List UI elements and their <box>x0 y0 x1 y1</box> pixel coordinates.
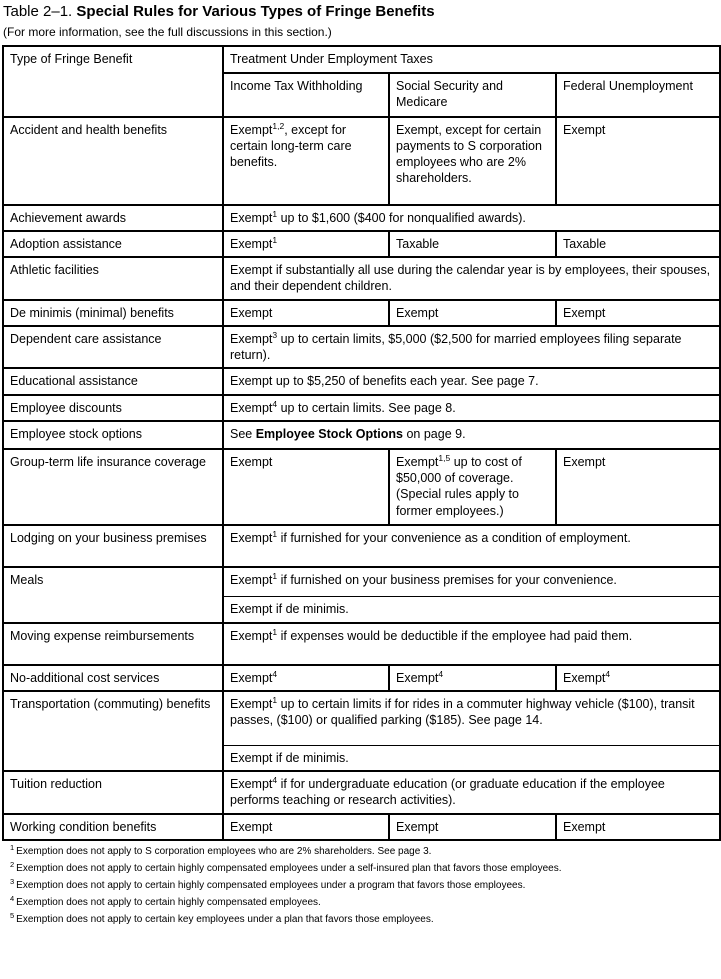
footnote-5: $^5$ Exemption does not apply to certain key employees under a plan that favors those employees. <box>10 910 434 925</box>
table-row-dependent-care-assistance <box>3 326 720 369</box>
social-security-medicare-cell: Exempt, except for certain payments to S corporation employees who are 2% shareholders. <box>389 117 556 205</box>
benefit-name-cell: Accident and health benefits <box>3 117 223 205</box>
column-header-social-security-medicare: Social Security and Medicare <box>389 73 556 117</box>
social-security-medicare-cell: Exempt$^4$ <box>389 665 556 691</box>
table-subtitle: (For more information, see the full discussions in this section.) <box>3 25 332 39</box>
treatment-span-cell: Exempt$^4$ if for undergraduate education (or graduate education if the employee performs teaching or research activities). <box>223 771 720 814</box>
federal-unemployment-cell: Exempt$^4$ <box>556 665 720 691</box>
social-security-medicare-cell: Taxable <box>389 231 556 257</box>
table-row-meals <box>3 567 720 597</box>
table-row-moving-expense-reimbursements <box>3 623 720 665</box>
benefit-name-cell: No-additional cost services <box>3 665 223 691</box>
social-security-medicare-cell: Exempt <box>389 814 556 840</box>
federal-unemployment-cell: Exempt <box>556 117 720 205</box>
treatment-span-cell: Exempt$^1$ if furnished on your business premises for your convenience. <box>223 567 720 597</box>
benefit-name-cell: Working condition benefits <box>3 814 223 840</box>
table-row-tuition-reduction <box>3 771 720 814</box>
income-tax-withholding-cell: Exempt <box>223 449 389 525</box>
benefit-name-cell: Dependent care assistance <box>3 326 223 369</box>
benefit-name-cell: Employee stock options <box>3 421 223 449</box>
header-row-treatment <box>3 46 720 72</box>
income-tax-withholding-cell: Exempt$^{1,2}$, except for certain long-term care benefits. <box>223 117 389 205</box>
treatment-span-cell: Exempt$^1$ up to $1,600 ($400 for nonqualified awards). <box>223 205 720 231</box>
column-header-federal-unemployment: Federal Unemployment <box>556 73 720 117</box>
page-title <box>2 1 719 22</box>
table-row-achievement-awards <box>3 205 720 231</box>
federal-unemployment-cell: Exempt <box>556 449 720 525</box>
benefit-name-cell: Achievement awards <box>3 205 223 231</box>
table-row-employee-discounts <box>3 395 720 421</box>
treatment-span-cell: Exempt$^1$ if expenses would be deductible if the employee had paid them. <box>223 623 720 665</box>
treatment-span-cell: Exempt$^1$ if furnished for your convenience as a condition of employment. <box>223 525 720 567</box>
benefit-name-cell: Meals <box>3 567 223 623</box>
benefit-name-cell: Athletic facilities <box>3 257 223 300</box>
benefit-name-cell: Lodging on your business premises <box>3 525 223 567</box>
income-tax-withholding-cell: Exempt$^4$ <box>223 665 389 691</box>
footnote-3: $^3$ Exemption does not apply to certain highly compensated employees under a program that favors those employees. <box>10 876 526 891</box>
treatment-span-cell: Exempt$^3$ up to certain limits, $5,000 ($2,500 for married employees filing separate return). <box>223 326 720 369</box>
benefit-name-cell: Adoption assistance <box>3 231 223 257</box>
table-row-lodging-business-premises <box>3 525 720 567</box>
federal-unemployment-cell: Exempt <box>556 300 720 326</box>
table-row-employee-stock-options <box>3 421 720 449</box>
income-tax-withholding-cell: Exempt <box>223 300 389 326</box>
treatment-span-cell: Exempt$^1$ up to certain limits if for rides in a commuter highway vehicle ($100), transit passes, ($100) or qualified parking ($185). See page 14. <box>223 691 720 745</box>
table-row-accident-health-benefits <box>3 117 720 205</box>
table-row-transportation-benefits <box>3 691 720 745</box>
federal-unemployment-cell: Taxable <box>556 231 720 257</box>
income-tax-withholding-cell: Exempt$^1$ <box>223 231 389 257</box>
benefit-name-cell: Transportation (commuting) benefits <box>3 691 223 771</box>
treatment-span-cell: Exempt if de minimis. <box>223 597 720 623</box>
treatment-span-cell: Exempt if substantially all use during the calendar year is by employees, their spouses, and their dependent children. <box>223 257 720 300</box>
federal-unemployment-cell: Exempt <box>556 814 720 840</box>
footnote-4: $^4$ Exemption does not apply to certain highly compensated employees. <box>10 893 321 908</box>
income-tax-withholding-cell: Exempt <box>223 814 389 840</box>
social-security-medicare-cell: Exempt <box>389 300 556 326</box>
table-row-educational-assistance <box>3 368 720 394</box>
treatment-span-cell: See Employee Stock Options on page 9. <box>223 421 720 449</box>
benefit-name-cell: Moving expense reimbursements <box>3 623 223 665</box>
footnote-1: $^1$ Exemption does not apply to S corporation employees who are 2% shareholders. See page 3. <box>10 842 432 857</box>
treatment-span-cell: Exempt$^4$ up to certain limits. See page 8. <box>223 395 720 421</box>
table-title: Special Rules for Various Types of Fringe Benefits <box>76 3 435 20</box>
benefit-name-cell: De minimis (minimal) benefits <box>3 300 223 326</box>
benefit-name-cell: Group-term life insurance coverage <box>3 449 223 525</box>
table-row-no-additional-cost-services <box>3 665 720 691</box>
table-row-working-condition-benefits <box>3 814 720 840</box>
benefit-name-cell: Tuition reduction <box>3 771 223 814</box>
footnotes-section <box>2 841 719 926</box>
table-row-adoption-assistance <box>3 231 720 257</box>
column-header-income-tax-withholding: Income Tax Withholding <box>223 73 389 117</box>
social-security-medicare-cell: Exempt$^{1,5}$ up to cost of $50,000 of coverage. (Special rules apply to former employees.) <box>389 449 556 525</box>
benefit-name-cell: Employee discounts <box>3 395 223 421</box>
table-row-group-term-life-insurance <box>3 449 720 525</box>
table-number: Table 2–1. <box>3 3 73 20</box>
header-treatment-under-employment-taxes: Treatment Under Employment Taxes <box>223 46 720 72</box>
footnote-2: $^2$ Exemption does not apply to certain highly compensated employees under a self-insured plan that favors those employees. <box>10 859 562 874</box>
column-header-type-of-fringe-benefit: Type of Fringe Benefit <box>3 46 223 116</box>
treatment-span-cell: Exempt up to $5,250 of benefits each year. See page 7. <box>223 368 720 394</box>
table-row-athletic-facilities <box>3 257 720 300</box>
treatment-span-cell: Exempt if de minimis. <box>223 745 720 771</box>
table-row-de-minimis-benefits <box>3 300 720 326</box>
benefit-name-cell: Educational assistance <box>3 368 223 394</box>
fringe-benefits-table <box>2 45 721 841</box>
